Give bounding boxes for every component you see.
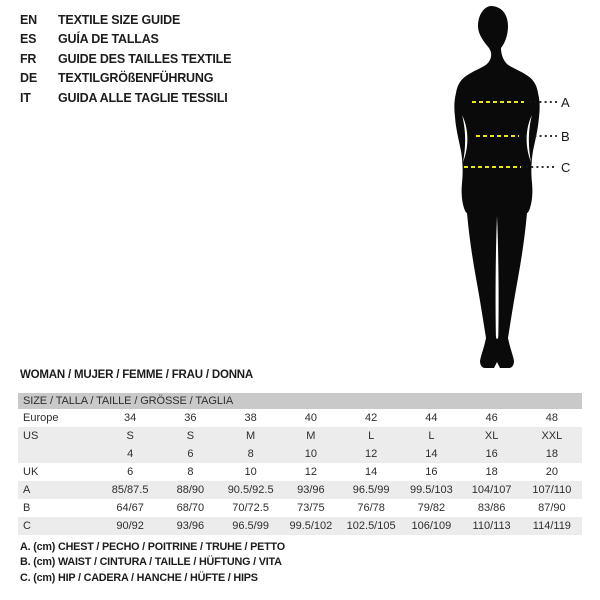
size-cell: 93/96 bbox=[297, 484, 325, 496]
table-row bbox=[18, 409, 582, 427]
size-cell: 79/82 bbox=[417, 502, 446, 514]
size-cell: 87/90 bbox=[538, 502, 566, 514]
language-row bbox=[20, 11, 231, 30]
size-cell: S bbox=[186, 430, 195, 442]
size-cell: S bbox=[126, 430, 134, 442]
size-cell: 70/72.5 bbox=[232, 502, 269, 514]
size-table bbox=[18, 393, 582, 535]
size-cell: 104/107 bbox=[471, 484, 512, 496]
legend-hip: C. (cm) HIP / CADERA / HANCHE / HÜFTE / HIPS bbox=[20, 571, 258, 584]
size-cell: 14 bbox=[365, 466, 378, 478]
language-row bbox=[20, 30, 231, 49]
size-cell: 8 bbox=[247, 448, 254, 460]
size-cell: 36 bbox=[184, 412, 197, 424]
size-cell: 34 bbox=[124, 412, 137, 424]
size-cell: 83/86 bbox=[477, 502, 506, 514]
size-cell: 20 bbox=[545, 466, 558, 478]
row-label: A bbox=[23, 484, 31, 496]
size-cell: 93/96 bbox=[176, 520, 205, 532]
size-cell: 85/87.5 bbox=[111, 484, 149, 496]
size-cell: 48 bbox=[545, 412, 558, 424]
size-cell: 10 bbox=[304, 448, 317, 460]
size-cell: 6 bbox=[127, 466, 134, 478]
size-cell: 88/90 bbox=[176, 484, 205, 496]
size-table-rows bbox=[18, 409, 582, 535]
language-row bbox=[20, 69, 231, 88]
legend-waist: B. (cm) WAIST / CINTURA / TAILLE / HÜFTUNG / VITA bbox=[20, 556, 282, 569]
label-waist-B: B bbox=[561, 129, 570, 144]
size-cell: 90.5/92.5 bbox=[227, 484, 274, 496]
label-chest-A: A bbox=[561, 95, 570, 110]
table-row bbox=[18, 517, 582, 535]
size-cell: L bbox=[428, 430, 435, 442]
size-cell: M bbox=[246, 430, 256, 442]
language-row bbox=[20, 50, 231, 69]
table-row bbox=[18, 445, 582, 463]
language-code: IT bbox=[20, 90, 31, 105]
size-cell: 16 bbox=[425, 466, 438, 478]
size-cell: 64/67 bbox=[116, 502, 144, 514]
size-cell: 4 bbox=[127, 448, 134, 460]
size-cell: XXL bbox=[541, 430, 563, 442]
guide-title: GUIDE DES TAILLES TEXTILE bbox=[58, 51, 232, 66]
size-cell: 8 bbox=[187, 466, 194, 478]
table-row bbox=[18, 481, 582, 499]
size-cell: 90/92 bbox=[116, 520, 144, 532]
section-title: WOMAN / MUJER / FEMME / FRAU / DONNA bbox=[20, 369, 254, 381]
woman-silhouette-diagram bbox=[440, 0, 600, 378]
size-cell: 96.5/99 bbox=[352, 484, 390, 496]
language-code: ES bbox=[20, 32, 37, 47]
size-cell: 6 bbox=[187, 448, 194, 460]
row-label: UK bbox=[23, 466, 39, 478]
language-code: EN bbox=[20, 13, 37, 27]
size-cell: 99.5/103 bbox=[409, 484, 453, 496]
table-row bbox=[18, 499, 582, 517]
size-cell: 38 bbox=[244, 412, 257, 424]
size-cell: 106/109 bbox=[411, 520, 452, 532]
size-table-header: SIZE / TALLA / TAILLE / GRÖSSE / TAGLIA bbox=[18, 393, 582, 409]
size-cell: 46 bbox=[485, 412, 498, 424]
size-cell: 42 bbox=[365, 412, 378, 424]
size-cell: M bbox=[306, 430, 316, 442]
language-row bbox=[20, 89, 231, 108]
measurement-legend bbox=[20, 540, 285, 586]
guide-title: GUÍA DE TALLAS bbox=[58, 32, 159, 47]
language-list bbox=[20, 11, 231, 108]
size-cell: 18 bbox=[545, 448, 558, 460]
guide-title: TEXTILGRÖßENFÜHRUNG bbox=[58, 71, 214, 86]
size-cell: 40 bbox=[304, 412, 317, 424]
size-cell: 76/78 bbox=[357, 502, 385, 514]
size-cell: 44 bbox=[425, 412, 438, 424]
row-label: US bbox=[23, 430, 39, 442]
size-cell: 99.5/102 bbox=[289, 520, 333, 532]
size-cell: 68/70 bbox=[176, 502, 205, 514]
language-code: FR bbox=[20, 51, 37, 66]
table-row bbox=[18, 463, 582, 481]
size-cell: 14 bbox=[425, 448, 438, 460]
guide-title: TEXTILE SIZE GUIDE bbox=[58, 13, 181, 27]
row-label bbox=[18, 445, 100, 463]
row-label: B bbox=[23, 502, 31, 514]
size-cell: L bbox=[368, 430, 375, 442]
size-cell: 102.5/105 bbox=[346, 520, 396, 532]
size-cell: 12 bbox=[365, 448, 378, 460]
table-row bbox=[18, 427, 582, 445]
row-label: C bbox=[23, 520, 31, 532]
size-cell: 73/75 bbox=[297, 502, 325, 514]
size-cell: 12 bbox=[304, 466, 317, 478]
legend-chest: A. (cm) CHEST / PECHO / POITRINE / TRUHE / PETTO bbox=[20, 541, 285, 553]
label-hip-C: C bbox=[561, 160, 571, 175]
language-code: DE bbox=[20, 71, 37, 86]
guide-title: GUIDA ALLE TAGLIE TESSILI bbox=[58, 90, 228, 105]
row-label: Europe bbox=[23, 412, 59, 424]
size-cell: 96.5/99 bbox=[232, 520, 269, 532]
size-cell: 107/110 bbox=[532, 484, 572, 496]
size-cell: XL bbox=[484, 430, 499, 442]
size-cell: 18 bbox=[485, 466, 498, 478]
size-cell: 110/113 bbox=[472, 520, 511, 532]
size-cell: 114/119 bbox=[532, 520, 571, 532]
size-cell: 10 bbox=[244, 466, 257, 478]
size-cell: 16 bbox=[485, 448, 498, 460]
